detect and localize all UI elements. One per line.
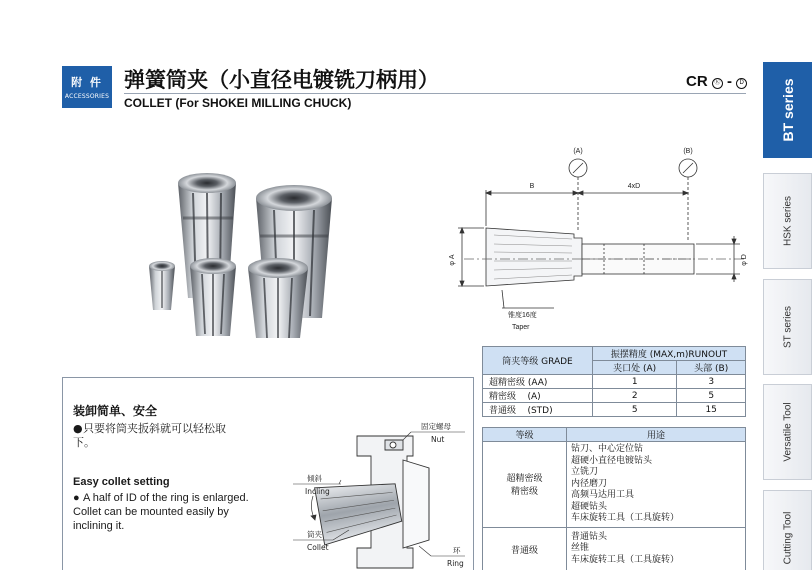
- label-a: (A): [573, 148, 583, 155]
- col-b-header: 头部 (B): [677, 361, 746, 375]
- setting-text-cn-body: 只要将筒夹扳斜就可以轻松取下。: [73, 422, 226, 449]
- setting-heading-en: Easy collet setting: [73, 476, 170, 488]
- usage-item: 车床旋转工具（工具旋转）: [571, 554, 680, 565]
- tab-label: ST series: [782, 305, 793, 349]
- col-usage-header: 用途: [567, 428, 746, 442]
- usage-item: 普通钻头: [571, 531, 608, 542]
- usage-item: 超硬钻头: [571, 501, 608, 512]
- tab-st-series[interactable]: [763, 279, 812, 375]
- runout-table: [482, 346, 746, 417]
- grade-line: 精密级: [510, 487, 538, 498]
- label-b: (B): [683, 148, 693, 155]
- col-runout-header: 振摆精度 (MAX,m)RUNOUT: [593, 347, 746, 361]
- bullet-icon: ●: [73, 492, 80, 504]
- incling-label-en: Incling: [305, 487, 330, 496]
- collet-small: [149, 261, 175, 310]
- tab-label: Versatile Tool: [782, 402, 793, 462]
- dim-b-label: B: [529, 183, 535, 190]
- collet-setting-box: [62, 377, 474, 570]
- tab-cutting-tool[interactable]: [763, 490, 812, 570]
- dim-phi-d-label: φ D: [741, 254, 748, 266]
- code-prefix: CR: [686, 73, 708, 90]
- table-row: [483, 389, 746, 403]
- col-a-header: 夹口处 (A): [593, 361, 677, 375]
- setting-text-en-body: A half of ID of the ring is enlarged. Collet can be mounted easily by inclining it.: [73, 492, 249, 532]
- badge-cn: 附 件: [71, 76, 103, 89]
- dim-phi-a-label: φ A: [449, 254, 456, 266]
- usage-item: 内径磨刀: [571, 478, 608, 489]
- tab-label: HSK series: [782, 195, 793, 247]
- tab-hsk-series[interactable]: [763, 173, 812, 269]
- usage-item: 丝锥: [571, 543, 590, 554]
- col-grade-header: 筒夹等级 GRADE: [483, 347, 593, 375]
- tab-versatile-tool[interactable]: [763, 384, 812, 480]
- usage-item: 立铣刀: [571, 467, 599, 477]
- collet-photo: [138, 168, 350, 338]
- code-separator: -: [727, 73, 733, 90]
- taper-en-label: Taper: [512, 324, 530, 331]
- setting-text-cn: [73, 422, 233, 450]
- incling-label-cn: 倾斜: [307, 474, 322, 483]
- accessories-badge: [62, 66, 112, 108]
- page-title-en: COLLET (For SHOKEI MILLING CHUCK): [124, 96, 352, 110]
- collet-label-cn: 筒夹: [307, 530, 322, 539]
- nut-label-en: Nut: [431, 435, 445, 444]
- tab-label: Cutting Tool: [782, 511, 793, 565]
- ring-label-cn: 环: [453, 546, 461, 555]
- taper-cn-label: 锥度16度: [508, 312, 537, 319]
- grade-cell: [483, 442, 567, 528]
- table-row: [483, 403, 746, 417]
- bullet-icon: ●: [73, 422, 83, 435]
- usage-cell: [567, 527, 746, 570]
- collet-front: [248, 258, 308, 338]
- d-mark-icon: D: [736, 78, 747, 89]
- table-row: [483, 375, 746, 389]
- nut-label-cn: 固定螺母: [421, 422, 451, 431]
- title-divider: [124, 93, 746, 94]
- collet-medium: [190, 258, 236, 336]
- grade-cell: 精密级 (A): [483, 389, 593, 403]
- page-title-cn: 弹簧筒夹（小直径电镀铣刀柄用）: [124, 68, 439, 92]
- usage-cell: [567, 442, 746, 528]
- dim-4xd-label: 4xD: [627, 183, 641, 190]
- table-row: [483, 527, 746, 570]
- collet-label-en: Collet: [307, 543, 329, 552]
- table-row: [483, 442, 746, 528]
- usage-table: [482, 427, 746, 570]
- col-grade-header: 等级: [483, 428, 567, 442]
- usage-item: 高频马达用工具: [571, 490, 635, 500]
- collet-setting-illustration: [253, 398, 471, 570]
- runout-a-cell: 1: [593, 375, 677, 389]
- runout-b-cell: 15: [677, 403, 746, 417]
- table-header-row: [483, 428, 746, 442]
- runout-a-cell: 5: [593, 403, 677, 417]
- grade-line: 超精密级: [506, 474, 543, 485]
- ring-label-en: Ring: [447, 559, 464, 568]
- usage-item: 超硬小直径电镀钻头: [571, 455, 653, 466]
- tab-bt-series[interactable]: [763, 62, 812, 158]
- usage-item: 钻刀、中心定位钻: [571, 444, 644, 454]
- table-header-row: [483, 347, 746, 361]
- grade-cell: 普通级 (STD): [483, 403, 593, 417]
- product-code: [686, 73, 747, 90]
- k-mark-icon: Ⓚ: [712, 78, 723, 89]
- badge-en: ACCESSORIES: [64, 93, 110, 100]
- usage-item: 车床旋转工具（工具旋转）: [571, 513, 680, 523]
- collet-dimension-drawing: [444, 140, 756, 340]
- runout-b-cell: 3: [677, 375, 746, 389]
- grade-cell: 普通级: [483, 527, 567, 570]
- setting-text-en: [73, 491, 253, 533]
- runout-a-cell: 2: [593, 389, 677, 403]
- grade-cell: 超精密级 (AA): [483, 375, 593, 389]
- tab-label: BT series: [779, 78, 796, 142]
- runout-b-cell: 5: [677, 389, 746, 403]
- setting-heading-cn: 装卸简单、安全: [73, 404, 158, 418]
